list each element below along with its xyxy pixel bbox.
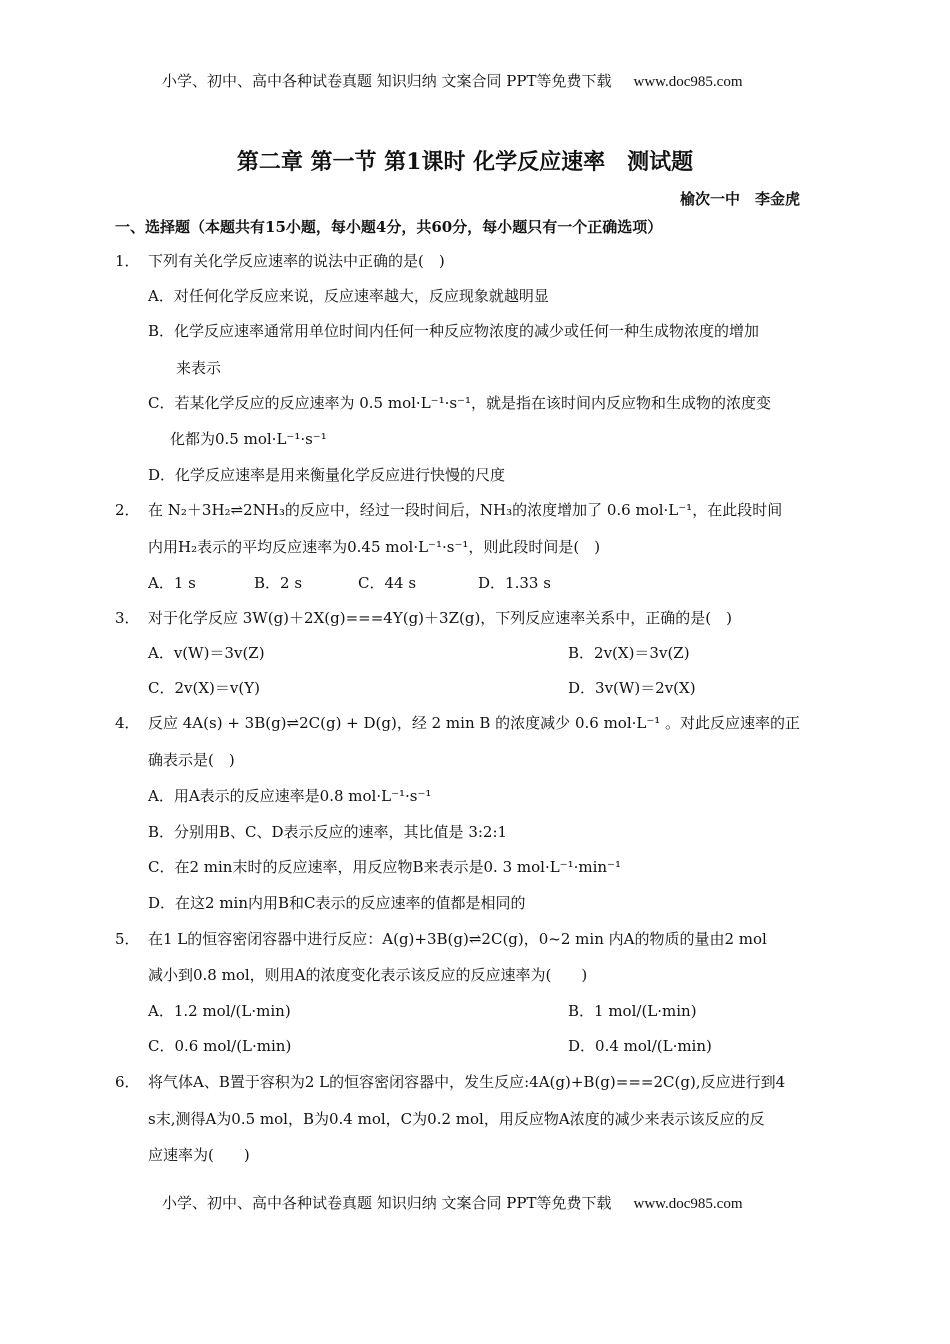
option-c: C．44 s — [358, 574, 417, 592]
option-d: D．0.4 mol/(L·min) — [568, 1037, 712, 1055]
question-stem-continued: s末,测得A为0.5 mol，B为0.4 mol，C为0.2 mol，用反应物A浓度的减少来表示该反应的反 — [148, 1110, 765, 1128]
option-b: B．化学反应速率通常用单位时间内任何一种反应物浓度的减少或任何一种生成物浓度的增加 — [148, 322, 760, 340]
option-d: D．在这2 min内用B和C表示的反应速率的值都是相同的 — [148, 894, 526, 912]
option-b: B．2v(X)＝3v(Z) — [568, 644, 690, 662]
option-b-continued: 来表示 — [176, 359, 222, 377]
option-c: C．在2 min末时的反应速率，用反应物B来表示是0. 3 mol·L⁻¹·min⁻¹ — [148, 858, 621, 876]
option-d: D．化学反应速率是用来衡量化学反应进行快慢的尺度 — [148, 466, 506, 484]
option-d: D．1.33 s — [478, 574, 551, 592]
option-a: A．1.2 mol/(L·min) — [148, 1002, 291, 1020]
question-number: 6． — [115, 1073, 140, 1091]
question-stem: 在1 L的恒容密闭容器中进行反应：A(g)+3B(g)⇌2C(g)，0~2 min 内A的物质的量由2 mol — [148, 930, 767, 948]
question-stem-continued: 内用H₂表示的平均反应速率为0.45 mol·L⁻¹·s⁻¹，则此段时间是( ) — [148, 538, 601, 556]
page-footer — [162, 1192, 743, 1213]
header-text: 小学、初中、高中各种试卷真题 知识归纳 文案合同 PPT等免费下载 — [162, 72, 612, 90]
option-b: B．1 mol/(L·min) — [568, 1002, 697, 1020]
page-header — [162, 70, 743, 91]
question-stem: 下列有关化学反应速率的说法中正确的是( ) — [148, 252, 445, 270]
question-stem-continued: 应速率为( ) — [148, 1146, 250, 1164]
option-b: B．分别用B、C、D表示反应的速率，其比值是 3:2:1 — [148, 823, 508, 841]
footer-site: www.doc985.com — [633, 1196, 743, 1212]
question-stem: 对于化学反应 3W(g)＋2X(g)===4Y(g)＋3Z(g)，下列反应速率关系中，正确的是( ) — [148, 609, 732, 627]
option-c: C．0.6 mol/(L·min) — [148, 1037, 292, 1055]
footer-text: 小学、初中、高中各种试卷真题 知识归纳 文案合同 PPT等免费下载 — [162, 1194, 612, 1212]
option-c: C．若某化学反应的反应速率为 0.5 mol·L⁻¹·s⁻¹，就是指在该时间内反应物和生成物的浓度变 — [148, 394, 771, 412]
option-d: D．3v(W)＝2v(X) — [568, 679, 696, 697]
question-number: 1． — [115, 252, 140, 270]
question-number: 5． — [115, 930, 140, 948]
option-a: A．对任何化学反应来说，反应速率越大，反应现象就越明显 — [148, 287, 549, 305]
option-a: A．用A表示的反应速率是0.8 mol·L⁻¹·s⁻¹ — [148, 787, 432, 805]
option-a: A．v(W)＝3v(Z) — [148, 644, 265, 662]
author: 榆次一中 李金虎 — [679, 190, 800, 208]
question-number: 4． — [115, 714, 140, 732]
question-stem-continued: 确表示是( ) — [148, 751, 235, 769]
section-heading: 一、选择题（本题共有15小题，每小题4分，共60分，每小题只有一个正确选项） — [115, 218, 663, 236]
question-number: 3． — [115, 609, 140, 627]
question-stem: 在 N₂＋3H₂⇌2NH₃的反应中，经过一段时间后，NH₃的浓度增加了 0.6 mol·L⁻¹，在此段时间 — [148, 501, 783, 519]
option-c: C．2v(X)＝v(Y) — [148, 679, 260, 697]
question-stem: 将气体A、B置于容积为2 L的恒容密闭容器中，发生反应:4A(g)+B(g)===2C(g),反应进行到4 — [148, 1073, 786, 1091]
page-title: 第二章 第一节 第1课时 化学反应速率 测试题 — [236, 149, 694, 175]
option-a: A．1 s — [148, 574, 196, 592]
option-b: B．2 s — [254, 574, 303, 592]
question-number: 2． — [115, 501, 140, 519]
question-stem-continued: 减小到0.8 mol，则用A的浓度变化表示该反应的反应速率为( ) — [148, 966, 588, 984]
header-site: www.doc985.com — [633, 74, 743, 90]
question-stem: 反应 4A(s) + 3B(g)⇌2C(g) + D(g)，经 2 min B 的浓度减少 0.6 mol·L⁻¹ 。对此反应速率的正 — [148, 714, 801, 732]
option-c-continued: 化都为0.5 mol·L⁻¹·s⁻¹ — [170, 430, 327, 448]
